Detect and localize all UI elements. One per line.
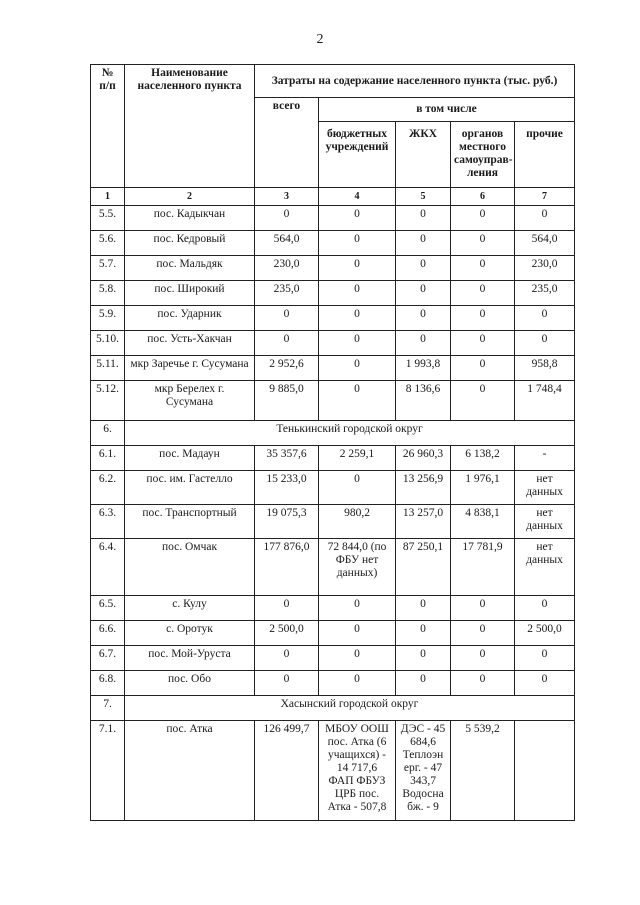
column-index: 6 (451, 188, 515, 206)
header-other: прочие (515, 122, 575, 188)
cost-total: 35 357,6 (255, 446, 319, 471)
settlement-name: пос. Кадыкчан (125, 206, 255, 231)
cost-total: 235,0 (255, 281, 319, 306)
settlement-name: с. Кулу (125, 596, 255, 621)
cost-local-government: 1 976,1 (451, 471, 515, 505)
table-row (91, 231, 575, 256)
cost-local-government: 0 (451, 671, 515, 696)
cost-budget-institutions: 2 259,1 (319, 446, 396, 471)
cost-budget-institutions: 0 (319, 621, 396, 646)
cost-other: 0 (515, 671, 575, 696)
row-number: 6.5. (91, 596, 125, 621)
cost-total: 19 075,3 (255, 505, 319, 539)
settlement-name: мкр Берелех г. Сусумана (125, 381, 255, 421)
cost-total: 230,0 (255, 256, 319, 281)
cost-other: 958,8 (515, 356, 575, 381)
cost-budget-institutions: 0 (319, 256, 396, 281)
row-number: 5.12. (91, 381, 125, 421)
cost-housing-utilities: 0 (396, 596, 451, 621)
column-index: 3 (255, 188, 319, 206)
cost-other: 1 748,4 (515, 381, 575, 421)
cost-total: 0 (255, 206, 319, 231)
cost-total: 0 (255, 596, 319, 621)
cost-total: 9 885,0 (255, 381, 319, 421)
settlement-name: пос. Ударник (125, 306, 255, 331)
cost-other: нет данных (515, 539, 575, 596)
settlement-name: пос. Атка (125, 721, 255, 821)
row-number: 5.6. (91, 231, 125, 256)
table-row (91, 471, 575, 505)
row-number: 6.4. (91, 539, 125, 596)
section-number: 7. (91, 696, 125, 721)
cost-housing-utilities: 1 993,8 (396, 356, 451, 381)
settlement-name: пос. Обо (125, 671, 255, 696)
header-num: № п/п (91, 65, 125, 188)
cost-local-government: 0 (451, 646, 515, 671)
cost-local-government: 17 781,9 (451, 539, 515, 596)
cost-local-government: 0 (451, 596, 515, 621)
section-title: Хасынский городской округ (125, 696, 575, 721)
column-index: 2 (125, 188, 255, 206)
section-row (91, 421, 575, 446)
cost-total: 0 (255, 331, 319, 356)
cost-budget-institutions: 0 (319, 306, 396, 331)
cost-other: 0 (515, 331, 575, 356)
cost-local-government: 0 (451, 356, 515, 381)
table-row (91, 206, 575, 231)
cost-other: 0 (515, 306, 575, 331)
column-index: 1 (91, 188, 125, 206)
table-body (91, 206, 575, 821)
cost-budget-institutions: 980,2 (319, 505, 396, 539)
column-index: 5 (396, 188, 451, 206)
column-index: 7 (515, 188, 575, 206)
row-number: 5.10. (91, 331, 125, 356)
cost-housing-utilities: 0 (396, 306, 451, 331)
settlement-name: пос. Мадаун (125, 446, 255, 471)
row-number: 6.7. (91, 646, 125, 671)
settlement-name: мкр Заречье г. Сусумана (125, 356, 255, 381)
row-number: 5.8. (91, 281, 125, 306)
settlement-name: пос. Мой-Уруста (125, 646, 255, 671)
cost-budget-institutions: 0 (319, 206, 396, 231)
cost-local-government: 0 (451, 206, 515, 231)
cost-other: - (515, 446, 575, 471)
costs-table (90, 64, 575, 821)
table-row (91, 621, 575, 646)
cost-budget-institutions: 0 (319, 596, 396, 621)
cost-budget-institutions: 0 (319, 646, 396, 671)
table-row (91, 646, 575, 671)
settlement-name: с. Оротук (125, 621, 255, 646)
cost-local-government: 4 838,1 (451, 505, 515, 539)
table-row (91, 671, 575, 696)
header-local-gov: органов местного самоуправ- ления (451, 122, 515, 188)
row-number: 5.11. (91, 356, 125, 381)
cost-total: 2 500,0 (255, 621, 319, 646)
cost-local-government: 0 (451, 381, 515, 421)
row-number: 5.5. (91, 206, 125, 231)
row-number: 6.6. (91, 621, 125, 646)
cost-housing-utilities: 0 (396, 206, 451, 231)
cost-budget-institutions: 0 (319, 671, 396, 696)
table-row (91, 446, 575, 471)
cost-local-government: 0 (451, 621, 515, 646)
cost-budget-institutions: 0 (319, 381, 396, 421)
cost-budget-institutions: 0 (319, 281, 396, 306)
cost-housing-utilities: 13 257,0 (396, 505, 451, 539)
cost-housing-utilities: 0 (396, 231, 451, 256)
cost-housing-utilities: 0 (396, 331, 451, 356)
page-number: 2 (316, 32, 324, 47)
cost-other: нет данных (515, 505, 575, 539)
table-row (91, 381, 575, 421)
row-number: 6.2. (91, 471, 125, 505)
table-row (91, 306, 575, 331)
cost-total: 564,0 (255, 231, 319, 256)
table-row (91, 505, 575, 539)
settlement-name: пос. Омчак (125, 539, 255, 596)
row-number: 6.8. (91, 671, 125, 696)
cost-local-government: 0 (451, 306, 515, 331)
cost-housing-utilities: 87 250,1 (396, 539, 451, 596)
row-number: 6.3. (91, 505, 125, 539)
cost-housing-utilities: ДЭС - 45 684,6 Теплоэн ерг. - 47 343,7 Водосна бж. - 9 (396, 721, 451, 821)
cost-total: 0 (255, 306, 319, 331)
header-total: всего (255, 98, 319, 188)
cost-other: 0 (515, 596, 575, 621)
header-name: Наименование населенного пункта (125, 65, 255, 188)
cost-budget-institutions: 72 844,0 (по ФБУ нет данных) (319, 539, 396, 596)
cost-total: 15 233,0 (255, 471, 319, 505)
row-number: 5.7. (91, 256, 125, 281)
section-number: 6. (91, 421, 125, 446)
cost-total: 126 499,7 (255, 721, 319, 821)
header-costs: Затраты на содержание населенного пункта (тыс. руб.) (255, 65, 575, 98)
cost-other: нет данных (515, 471, 575, 505)
cost-budget-institutions: 0 (319, 471, 396, 505)
row-number: 7.1. (91, 721, 125, 821)
cost-local-government: 0 (451, 331, 515, 356)
cost-total: 177 876,0 (255, 539, 319, 596)
header-including: в том числе (319, 98, 575, 122)
cost-housing-utilities: 0 (396, 621, 451, 646)
cost-housing-utilities: 0 (396, 281, 451, 306)
table-row (91, 256, 575, 281)
section-row (91, 696, 575, 721)
table-row (91, 356, 575, 381)
cost-other: 564,0 (515, 231, 575, 256)
cost-other: 0 (515, 646, 575, 671)
settlement-name: пос. Широкий (125, 281, 255, 306)
settlement-name: пос. Кедровый (125, 231, 255, 256)
cost-housing-utilities: 0 (396, 256, 451, 281)
header-budget: бюджетных учреждений (319, 122, 396, 188)
cost-budget-institutions: 0 (319, 356, 396, 381)
table-row (91, 721, 575, 821)
cost-other: 0 (515, 206, 575, 231)
cost-housing-utilities: 26 960,3 (396, 446, 451, 471)
cost-total: 2 952,6 (255, 356, 319, 381)
settlement-name: пос. Мальдяк (125, 256, 255, 281)
cost-other: 235,0 (515, 281, 575, 306)
cost-other (515, 721, 575, 821)
cost-local-government: 0 (451, 281, 515, 306)
cost-local-government: 0 (451, 231, 515, 256)
cost-housing-utilities: 0 (396, 646, 451, 671)
column-index: 4 (319, 188, 396, 206)
table-row (91, 331, 575, 356)
table-row (91, 281, 575, 306)
cost-local-government: 0 (451, 256, 515, 281)
cost-housing-utilities: 0 (396, 671, 451, 696)
header-housing: ЖКХ (396, 122, 451, 188)
settlement-name: пос. им. Гастелло (125, 471, 255, 505)
cost-other: 230,0 (515, 256, 575, 281)
cost-housing-utilities: 8 136,6 (396, 381, 451, 421)
settlement-name: пос. Усть-Хакчан (125, 331, 255, 356)
section-title: Тенькинский городской округ (125, 421, 575, 446)
settlement-name: пос. Транспортный (125, 505, 255, 539)
cost-budget-institutions: 0 (319, 231, 396, 256)
cost-budget-institutions: 0 (319, 331, 396, 356)
cost-housing-utilities: 13 256,9 (396, 471, 451, 505)
cost-total: 0 (255, 646, 319, 671)
row-number: 6.1. (91, 446, 125, 471)
cost-budget-institutions: МБОУ ООШ пос. Атка (6 учащихся) - 14 717,6 ФАП ФБУЗ ЦРБ пос. Атка - 507,8 (319, 721, 396, 821)
cost-other: 2 500,0 (515, 621, 575, 646)
cost-total: 0 (255, 671, 319, 696)
table-row (91, 596, 575, 621)
cost-local-government: 6 138,2 (451, 446, 515, 471)
row-number: 5.9. (91, 306, 125, 331)
cost-local-government: 5 539,2 (451, 721, 515, 821)
table-row (91, 539, 575, 596)
